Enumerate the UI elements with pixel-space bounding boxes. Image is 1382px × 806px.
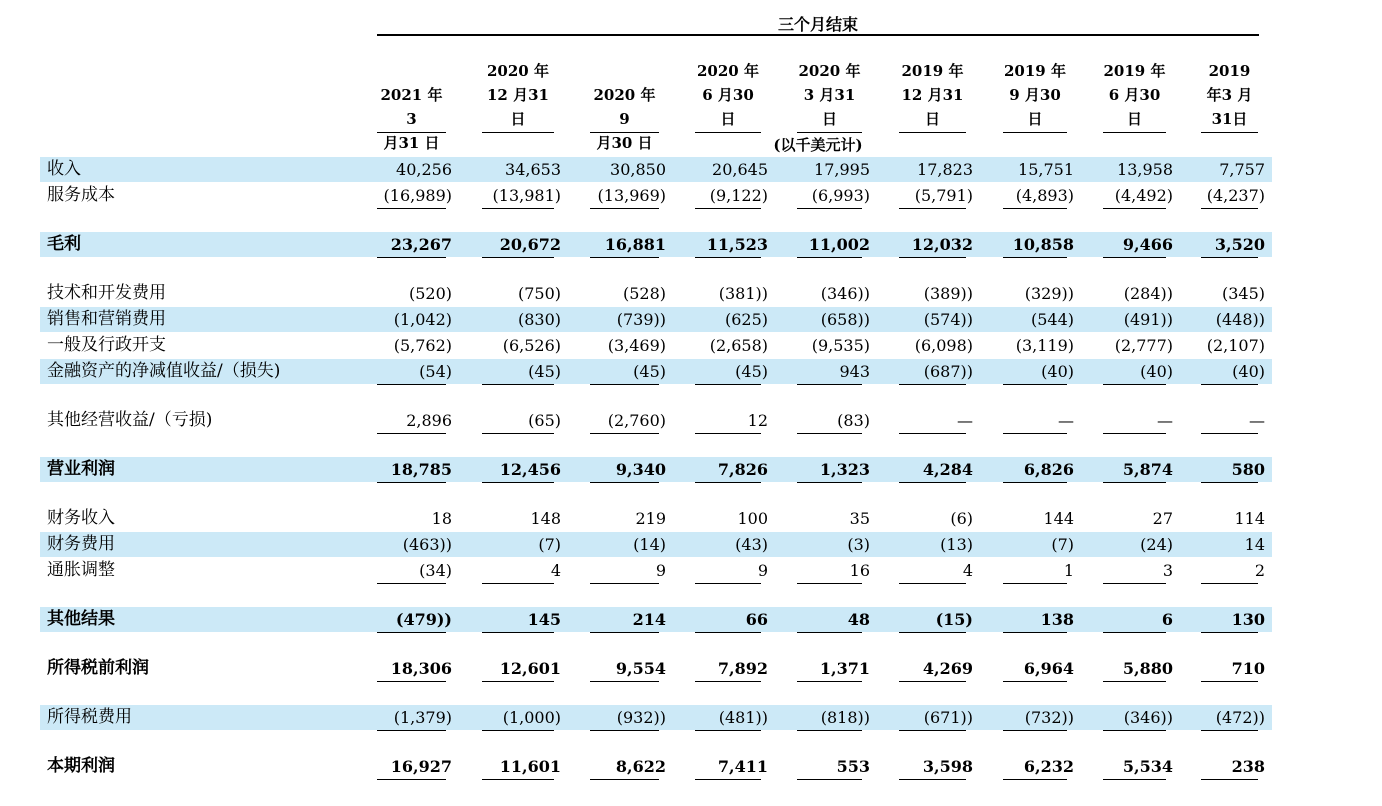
table-cell: (625) [724, 310, 768, 329]
table-cell: 1,323 [819, 460, 870, 479]
cell-underline [377, 681, 446, 682]
column-header [1201, 59, 1258, 131]
table-cell: 15,751 [1018, 160, 1074, 179]
row-label: 财务收入 [47, 508, 115, 528]
column-header-line: 31日 [1211, 110, 1248, 128]
cell-underline [377, 779, 446, 780]
table-cell: (732)) [1024, 708, 1074, 727]
column-header-line: 日 [1027, 110, 1043, 128]
table-cell: (284)) [1123, 284, 1173, 303]
column-header-line: 2020 年 [487, 62, 549, 80]
table-cell: (83) [837, 411, 870, 430]
table-cell: 219 [635, 509, 666, 528]
table-cell: 100 [737, 509, 768, 528]
cell-underline [590, 730, 659, 731]
column-header-line: 6 月30 [702, 86, 754, 104]
table-cell: (13,981) [492, 186, 561, 205]
cell-underline [377, 208, 446, 209]
table-cell: 9,554 [615, 659, 666, 678]
cell-underline [695, 681, 761, 682]
cell-underline [482, 779, 554, 780]
cell-underline [1201, 583, 1258, 584]
cell-underline [1201, 208, 1258, 209]
table-cell: — [1249, 411, 1265, 430]
cell-underline [590, 681, 659, 682]
cell-underline [797, 433, 862, 434]
cell-underline [1003, 257, 1067, 258]
table-cell: 66 [745, 610, 768, 629]
table-cell: (463)) [402, 535, 452, 554]
cell-underline [899, 632, 966, 633]
cell-underline [1201, 632, 1258, 633]
column-header-line: 日 [924, 110, 940, 128]
table-cell: 6,826 [1023, 460, 1074, 479]
column-header-line: 2020 年 [697, 62, 759, 80]
table-cell: (9,535) [811, 336, 870, 355]
row-label: 一般及行政开支 [47, 335, 166, 355]
table-cell: (739)) [616, 310, 666, 329]
table-cell: 16,927 [390, 757, 452, 776]
row-label: 其他经营收益/（亏损) [47, 410, 213, 430]
table-cell: (54) [419, 362, 452, 381]
row-label: 营业利润 [47, 459, 115, 479]
table-cell: 34,653 [505, 160, 561, 179]
table-cell: (472)) [1215, 708, 1265, 727]
cell-underline [1103, 208, 1166, 209]
column-header-line: 日 [821, 110, 837, 128]
column-header-rule [1003, 132, 1067, 133]
cell-underline [590, 583, 659, 584]
table-cell: 1 [1063, 561, 1074, 580]
cell-underline [377, 632, 446, 633]
row-label: 技术和开发费用 [47, 283, 166, 303]
table-cell: 9,466 [1122, 235, 1173, 254]
cell-underline [1003, 779, 1067, 780]
cell-underline [1003, 208, 1067, 209]
period-title-rule [377, 34, 1259, 36]
cell-underline [695, 208, 761, 209]
cell-underline [899, 681, 966, 682]
table-cell: 16 [849, 561, 870, 580]
table-cell: 11,002 [808, 235, 870, 254]
row-label: 其他结果 [47, 609, 115, 629]
cell-underline [1103, 384, 1166, 385]
cell-underline [377, 482, 446, 483]
column-header-rule [899, 132, 966, 133]
table-cell: (528) [622, 284, 666, 303]
table-cell: (3) [847, 535, 870, 554]
table-cell: (346)) [1123, 708, 1173, 727]
table-cell: (932)) [616, 708, 666, 727]
column-header [377, 83, 446, 155]
table-cell: 12,456 [499, 460, 561, 479]
cell-underline [482, 482, 554, 483]
cell-underline [482, 433, 554, 434]
table-cell: 553 [836, 757, 870, 776]
table-cell: (830) [517, 310, 561, 329]
table-cell: 114 [1234, 509, 1265, 528]
table-cell: (7) [1051, 535, 1074, 554]
cell-underline [1201, 433, 1258, 434]
table-cell: — [1157, 411, 1173, 430]
cell-underline [1201, 482, 1258, 483]
column-header-line: 月31 日 [383, 134, 440, 152]
table-cell: 27 [1152, 509, 1173, 528]
table-cell: 18,306 [390, 659, 452, 678]
table-cell: (389)) [923, 284, 973, 303]
table-cell: 9 [655, 561, 666, 580]
cell-underline [797, 730, 862, 731]
table-cell: 5,534 [1122, 757, 1173, 776]
table-cell: (4,492) [1114, 186, 1173, 205]
table-cell: (3,469) [607, 336, 666, 355]
table-cell: 7,892 [717, 659, 768, 678]
column-header-rule [590, 132, 659, 133]
cell-underline [695, 257, 761, 258]
cell-underline [482, 208, 554, 209]
table-cell: (40) [1232, 362, 1265, 381]
cell-underline [482, 384, 554, 385]
cell-underline [1003, 433, 1067, 434]
column-header-rule [797, 132, 862, 133]
table-cell: (687)) [923, 362, 973, 381]
cell-underline [695, 482, 761, 483]
table-cell: 3,598 [922, 757, 973, 776]
column-header-line: 2020 年9 [593, 86, 656, 128]
period-title: 三个月结束 [777, 15, 858, 34]
cell-underline [1103, 257, 1166, 258]
table-cell: (1,000) [502, 708, 561, 727]
column-header [482, 59, 554, 131]
table-cell: (45) [735, 362, 768, 381]
cell-underline [899, 482, 966, 483]
table-cell: (65) [528, 411, 561, 430]
table-cell: (481)) [718, 708, 768, 727]
row-label: 收入 [47, 159, 81, 179]
cell-underline [482, 257, 554, 258]
table-cell: 130 [1231, 610, 1265, 629]
table-cell: 710 [1231, 659, 1265, 678]
cell-underline [482, 583, 554, 584]
column-header-rule [482, 132, 554, 133]
column-header-line: 日 [510, 110, 526, 128]
column-header-rule [377, 132, 446, 133]
cell-underline [695, 632, 761, 633]
column-header-line: 日 [720, 110, 736, 128]
table-cell: (574)) [923, 310, 973, 329]
table-cell: (2,658) [709, 336, 768, 355]
cell-underline [1103, 730, 1166, 731]
table-cell: (346)) [820, 284, 870, 303]
table-cell: 4,284 [922, 460, 973, 479]
table-cell: 48 [847, 610, 870, 629]
table-cell: (2,760) [607, 411, 666, 430]
column-header-line: 12 月31 [487, 86, 549, 104]
column-header-line: 月30 日 [596, 134, 653, 152]
cell-underline [482, 681, 554, 682]
table-cell: 16,881 [604, 235, 666, 254]
row-label: 财务费用 [47, 534, 115, 554]
cell-underline [1003, 681, 1067, 682]
cell-underline [797, 681, 862, 682]
column-header-rule [1201, 132, 1258, 133]
cell-underline [377, 583, 446, 584]
cell-underline [797, 632, 862, 633]
table-cell: 12 [747, 411, 768, 430]
cell-underline [590, 433, 659, 434]
cell-underline [590, 632, 659, 633]
cell-underline [1103, 681, 1166, 682]
table-cell: 11,523 [706, 235, 768, 254]
table-cell: (2,107) [1206, 336, 1265, 355]
table-cell: 3 [1162, 561, 1173, 580]
table-cell: (3,119) [1015, 336, 1074, 355]
table-cell: — [957, 411, 973, 430]
table-cell: 8,622 [615, 757, 666, 776]
table-cell: 20,672 [499, 235, 561, 254]
table-cell: (381)) [718, 284, 768, 303]
table-cell: 20,645 [712, 160, 768, 179]
table-cell: 138 [1040, 610, 1074, 629]
table-cell: 23,267 [390, 235, 452, 254]
column-header-line: 3 月31 [803, 86, 856, 104]
cell-underline [695, 779, 761, 780]
row-label: 服务成本 [47, 185, 115, 205]
table-cell: (4,893) [1015, 186, 1074, 205]
table-cell: 5,874 [1122, 460, 1173, 479]
table-cell: 40,256 [396, 160, 452, 179]
table-cell: (45) [633, 362, 666, 381]
table-cell: (1,042) [393, 310, 452, 329]
table-cell: (750) [517, 284, 561, 303]
table-cell: (520) [408, 284, 452, 303]
cell-underline [1003, 730, 1067, 731]
table-cell: 13,958 [1117, 160, 1173, 179]
table-cell: 9 [757, 561, 768, 580]
column-header [1003, 59, 1067, 131]
cell-underline [899, 384, 966, 385]
table-cell: 17,823 [917, 160, 973, 179]
table-cell: (7) [538, 535, 561, 554]
column-header-line: 2019 年 [901, 62, 964, 80]
cell-underline [899, 257, 966, 258]
table-cell: 9,340 [615, 460, 666, 479]
table-cell: 214 [632, 610, 666, 629]
table-cell: 145 [527, 610, 561, 629]
table-cell: 12,032 [911, 235, 973, 254]
table-cell: 3,520 [1214, 235, 1265, 254]
cell-underline [1003, 632, 1067, 633]
row-label: 本期利润 [47, 756, 115, 776]
table-cell: (14) [633, 535, 666, 554]
table-cell: 10,858 [1012, 235, 1074, 254]
table-cell: (448)) [1215, 310, 1265, 329]
table-cell: 4,269 [922, 659, 973, 678]
column-header-rule [1103, 132, 1166, 133]
table-cell: 5,880 [1122, 659, 1173, 678]
cell-underline [695, 433, 761, 434]
cell-underline [695, 730, 761, 731]
column-header-line: 2019 年 [1103, 62, 1166, 80]
table-cell: (13) [940, 535, 973, 554]
cell-underline [899, 779, 966, 780]
table-cell: (544) [1030, 310, 1074, 329]
row-label: 毛利 [47, 234, 81, 254]
table-cell: (479)) [395, 610, 452, 629]
cell-underline [377, 730, 446, 731]
cell-underline [797, 384, 862, 385]
column-header-line: 6 月30 [1108, 86, 1161, 104]
cell-underline [1201, 730, 1258, 731]
table-cell: 4 [962, 561, 973, 580]
column-header-line: 2019 [1208, 62, 1251, 80]
table-cell: 580 [1231, 460, 1265, 479]
table-cell: 7,826 [717, 460, 768, 479]
cell-underline [590, 208, 659, 209]
cell-underline [482, 632, 554, 633]
column-header [797, 59, 862, 131]
table-cell: (2,777) [1114, 336, 1173, 355]
cell-underline [1103, 779, 1166, 780]
table-cell: (329)) [1024, 284, 1074, 303]
table-cell: 943 [839, 362, 870, 381]
table-cell: 1,371 [819, 659, 870, 678]
table-cell: (491)) [1123, 310, 1173, 329]
table-cell: 7,411 [717, 757, 768, 776]
cell-underline [1103, 433, 1166, 434]
table-cell: 18 [431, 509, 452, 528]
cell-underline [899, 433, 966, 434]
column-header-line: 9 月30 [1009, 86, 1061, 104]
column-header [695, 59, 761, 131]
row-label: 通胀调整 [47, 560, 115, 580]
column-header-line: 2021 年3 [380, 86, 443, 128]
cell-underline [695, 384, 761, 385]
cell-underline [1201, 384, 1258, 385]
table-cell: — [1058, 411, 1074, 430]
table-cell: 6 [1161, 610, 1173, 629]
unit-label: (以千美元计) [773, 136, 863, 154]
table-cell: 35 [849, 509, 870, 528]
table-cell: 6,232 [1023, 757, 1074, 776]
column-header [590, 83, 659, 155]
table-cell: (40) [1140, 362, 1173, 381]
table-cell: 18,785 [390, 460, 452, 479]
table-cell: (13,969) [597, 186, 666, 205]
cell-underline [797, 482, 862, 483]
table-cell: (5,762) [393, 336, 452, 355]
cell-underline [899, 730, 966, 731]
row-label: 销售和营销费用 [47, 309, 166, 329]
table-cell: (24) [1140, 535, 1173, 554]
table-cell: (658)) [820, 310, 870, 329]
table-cell: 11,601 [499, 757, 561, 776]
cell-underline [1201, 257, 1258, 258]
table-cell: (5,791) [914, 186, 973, 205]
cell-underline [797, 257, 862, 258]
column-header-line: 2019 年 [1004, 62, 1066, 80]
table-cell: (15) [935, 610, 973, 629]
table-cell: 144 [1043, 509, 1074, 528]
cell-underline [1103, 482, 1166, 483]
table-cell: (818)) [820, 708, 870, 727]
row-label: 金融资产的净减值收益/（损失) [47, 361, 281, 381]
table-cell: 4 [550, 561, 561, 580]
table-cell: 238 [1231, 757, 1265, 776]
cell-underline [590, 779, 659, 780]
cell-underline [899, 583, 966, 584]
cell-underline [899, 208, 966, 209]
table-cell: (9,122) [709, 186, 768, 205]
table-cell: 7,757 [1219, 160, 1265, 179]
table-cell: (45) [528, 362, 561, 381]
table-cell: (40) [1041, 362, 1074, 381]
column-header-line: 日 [1126, 110, 1142, 128]
cell-underline [482, 730, 554, 731]
cell-underline [797, 779, 862, 780]
table-cell: (345) [1221, 284, 1265, 303]
cell-underline [590, 257, 659, 258]
table-cell: (43) [735, 535, 768, 554]
table-cell: 6,964 [1023, 659, 1074, 678]
cell-underline [695, 583, 761, 584]
table-cell: (16,989) [383, 186, 452, 205]
table-cell: (4,237) [1206, 186, 1265, 205]
table-cell: 12,601 [499, 659, 561, 678]
column-header-line: 12 月31 [901, 86, 964, 104]
table-cell: (6) [950, 509, 973, 528]
table-cell: 2 [1254, 561, 1265, 580]
column-header-line: 2020 年 [798, 62, 861, 80]
cell-underline [1003, 583, 1067, 584]
column-header [899, 59, 966, 131]
cell-underline [1103, 583, 1166, 584]
cell-underline [1103, 632, 1166, 633]
cell-underline [590, 482, 659, 483]
table-cell: (1,379) [393, 708, 452, 727]
cell-underline [377, 257, 446, 258]
cell-underline [1003, 482, 1067, 483]
table-cell: 14 [1244, 535, 1265, 554]
row-label: 所得税费用 [47, 707, 132, 727]
table-cell: 2,896 [406, 411, 452, 430]
table-cell: (34) [419, 561, 452, 580]
table-cell: 148 [530, 509, 561, 528]
column-header-line: 年3 月 [1206, 86, 1253, 104]
cell-underline [377, 384, 446, 385]
cell-underline [797, 208, 862, 209]
column-header [1103, 59, 1166, 131]
table-cell: (6,526) [502, 336, 561, 355]
row-label: 所得税前利润 [47, 658, 149, 678]
cell-underline [1003, 384, 1067, 385]
table-cell: 30,850 [610, 160, 666, 179]
table-cell: (6,993) [811, 186, 870, 205]
cell-underline [377, 433, 446, 434]
cell-underline [797, 583, 862, 584]
table-cell: (671)) [923, 708, 973, 727]
cell-underline [1201, 779, 1258, 780]
table-cell: 17,995 [814, 160, 870, 179]
cell-underline [590, 384, 659, 385]
cell-underline [1201, 681, 1258, 682]
table-cell: (6,098) [914, 336, 973, 355]
column-header-rule [695, 132, 761, 133]
